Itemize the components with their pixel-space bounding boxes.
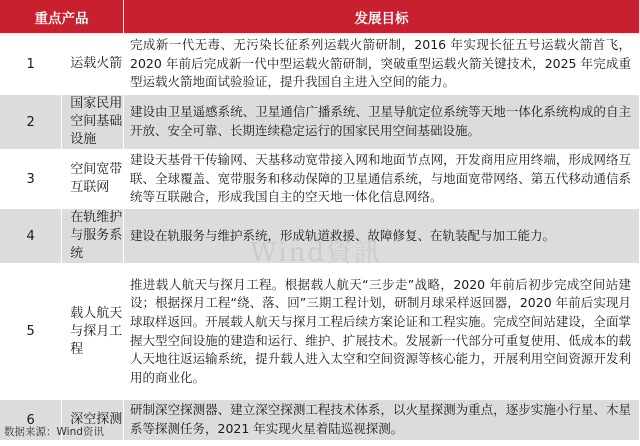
row-goal: 研制深空探测器、建立深空探测工程技术体系，以火星探测为重点，逐步实施小行星、木星系等探测任务，2021 年实现火星着陆巡视探测。 [124, 400, 640, 441]
table-row [0, 34, 640, 95]
row-index: 3 [0, 150, 62, 209]
row-goal: 建设在轨服务与维护系统，形成轨道救援、故障修复、在轨装配与加工能力。 [124, 209, 640, 264]
header-goal: 发展目标 [124, 0, 640, 34]
table-header-row [0, 0, 640, 34]
row-index: 2 [0, 95, 62, 150]
row-index: 5 [0, 264, 62, 400]
row-goal: 推进载人航天与探月工程。根据载人航天“三步走”战略，2020 年前后初步完成空间站建设；根据探月工程“绕、落、回”三期工程计划，研制月球采样返回器，2020 年前后实现月球取样返回。开展载人航天与探月工程后续方案论证和工程实施。完成空间站建设，全面掌握大型空间设施的建造和运行、维护、扩展技术。发展新一代部分可重复使用、低成本的载人天地往返运输系统，提升载人进入太空和空间资源等核心能力，开展利用空间资源开发利用的商业化。 [124, 264, 640, 400]
row-index: 6 [0, 400, 62, 441]
row-index: 1 [0, 34, 62, 95]
wind-watermark: Wind資訊 [250, 238, 382, 268]
row-product: 载人航天与探月工程 [62, 264, 124, 400]
table-row [0, 209, 640, 264]
row-goal: 建设由卫星遥感系统、卫星通信广播系统、卫星导航定位系统等天地一体化系统构成的自主开放、安全可靠、长期连续稳定运行的国家民用空间基础设施。 [124, 95, 640, 150]
source-note: 数据来源：Wind资讯 [4, 426, 104, 438]
table-row [0, 150, 640, 209]
row-index: 4 [0, 209, 62, 264]
row-product: 在轨维护与服务系统 [62, 209, 124, 264]
row-product: 空间宽带互联网 [62, 150, 124, 209]
header-product: 重点产品 [0, 0, 124, 34]
row-product: 深空探测 [62, 400, 124, 441]
row-goal: 完成新一代无毒、无污染长征系列运载火箭研制，2016 年实现长征五号运载火箭首飞，2020 年前后完成新一代中型运载火箭研制，突破重型运载火箭关键技术，2025 年完成重型运载火箭地面试验验证，提升我国自主进入空间的能力。 [124, 34, 640, 95]
row-product: 国家民用空间基础设施 [62, 95, 124, 150]
table-row [0, 264, 640, 400]
row-goal: 建设天基骨干传输网、天基移动宽带接入网和地面节点网，开发商用应用终端，形成网络互联、全球覆盖、宽带服务和移动保障的卫星通信系统，与地面宽带网络、第五代移动通信系统等互联融合，形成我国自主的空天地一体化信息网络。 [124, 150, 640, 209]
row-product: 运载火箭 [62, 34, 124, 95]
table-row [0, 95, 640, 150]
